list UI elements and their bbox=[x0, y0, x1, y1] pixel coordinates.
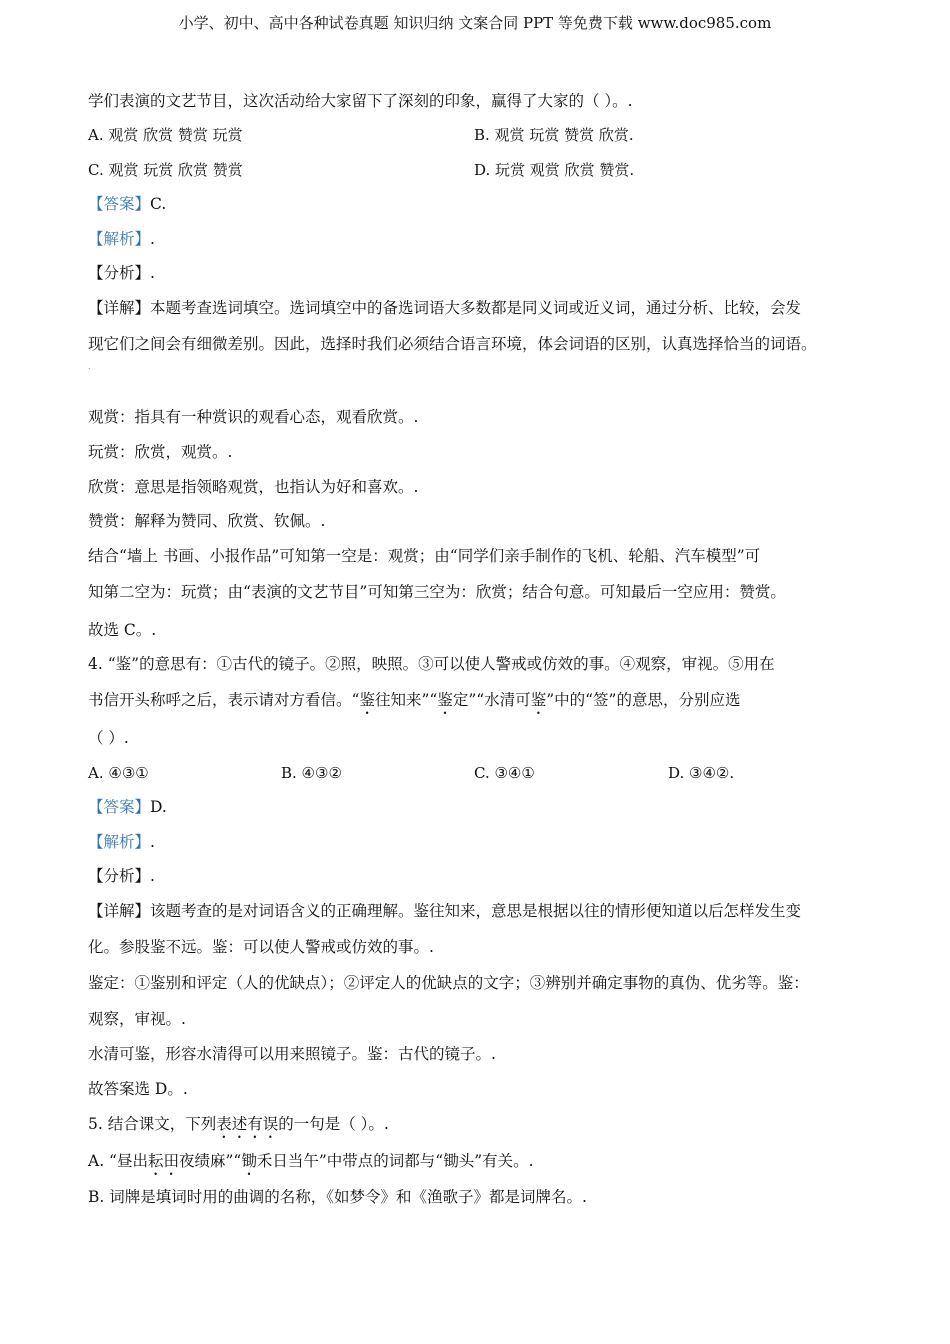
q4-stem-part-b: 往知来”“ bbox=[374, 691, 438, 709]
q4-stem-part-c: 定”“水清可 bbox=[452, 691, 531, 709]
answer-label: 【答案】 bbox=[88, 195, 151, 213]
q4-stem-part-a: 书信开头称呼之后，表示请对方看信。“ bbox=[88, 691, 360, 709]
q4-option-c: C. ③④① bbox=[474, 764, 535, 782]
q4-stem-part-d: ”中的“签”的意思，分别应选 bbox=[546, 691, 741, 709]
q5-option-a-dotted-2: 锄 bbox=[241, 1152, 257, 1170]
q4-conclusion: 故答案选 D。. bbox=[88, 1080, 188, 1098]
q5-option-a bbox=[88, 1151, 534, 1179]
q3-option-b: B. 观赏 玩赏 赞赏 欣赏. bbox=[474, 126, 634, 144]
q3-option-c: C. 观赏 玩赏 欣赏 赞赏 bbox=[88, 161, 243, 179]
q3-definition-3: 欣赏：意思是指领略观赏，也指认为好和喜欢。. bbox=[88, 478, 419, 496]
q4-dotted-char-2: 鉴 bbox=[437, 691, 453, 709]
q4-option-a: A. ④③① bbox=[88, 764, 149, 782]
jiexi-label: 【解析】 bbox=[88, 833, 151, 851]
q3-combine-line-2: 知第二空为：玩赏；由“表演的文艺节目”可知第三空为：欣赏；结合句意。可知最后一空应用：赞赏。 bbox=[88, 583, 786, 601]
q4-definition-2: 观察，审视。. bbox=[88, 1010, 186, 1028]
page-header: 小学、初中、高中各种试卷真题 知识归纳 文案合同 PPT 等免费下载 www.doc985.com bbox=[178, 14, 772, 32]
q5-option-a-part-1: A. “昼出 bbox=[88, 1152, 148, 1170]
q3-fenxi: 【分析】. bbox=[88, 264, 155, 282]
q3-definition-1: 观赏：指具有一种赏识的观看心态，观看欣赏。. bbox=[88, 408, 419, 426]
q3-paragraph-mark: . bbox=[88, 362, 91, 371]
q4-fenxi: 【分析】. bbox=[88, 867, 155, 885]
q5-option-a-part-3: 禾日当午”中带点的词都与“锄头”有关。. bbox=[256, 1152, 534, 1170]
q5-option-a-dotted-1: 耘田 bbox=[147, 1152, 179, 1170]
answer-value: D. bbox=[150, 798, 167, 816]
q3-option-d: D. 玩赏 观赏 欣赏 赞赏. bbox=[474, 161, 635, 179]
q4-stem-line-2 bbox=[88, 690, 740, 718]
q4-detail-line-1: 【详解】该题考查的是对词语含义的正确理解。鉴往知来，意思是根据以往的情形便知道以后怎样发生变 bbox=[88, 902, 802, 920]
q4-definition-1: 鉴定：①鉴别和评定（人的优缺点）；②评定人的优缺点的文字；③辨别并确定事物的真伪、优劣等。鉴： bbox=[88, 974, 809, 992]
q3-definition-2: 玩赏：欣赏，观赏。. bbox=[88, 443, 233, 461]
q5-option-b: B. 词牌是填词时用的曲调的名称，《如梦令》和《渔歌子》都是词牌名。. bbox=[88, 1188, 587, 1206]
q3-definition-4: 赞赏：解释为赞同、欣赏、钦佩。. bbox=[88, 512, 326, 530]
answer-label: 【答案】 bbox=[88, 798, 151, 816]
q4-option-b: B. ④③② bbox=[281, 764, 342, 782]
q5-dotted-phrase: 表述有误 bbox=[216, 1115, 279, 1133]
q4-option-d: D. ③④②. bbox=[668, 764, 735, 782]
q5-stem bbox=[88, 1114, 389, 1142]
q3-stem-tail: 学们表演的文艺节目，这次活动给大家留下了深刻的印象，赢得了大家的（ ）。. bbox=[88, 92, 633, 110]
q5-option-a-part-2: 夜绩麻”“ bbox=[179, 1152, 242, 1170]
q3-combine-line-1: 结合“墙上 书画、小报作品”可知第一空是：观赏；由“同学们亲手制作的飞机、轮船、汽车模型”可 bbox=[88, 547, 761, 565]
q4-definition-3: 水清可鉴，形容水清得可以用来照镜子。鉴：古代的镜子。. bbox=[88, 1045, 496, 1063]
q3-conclusion: 故选 C。. bbox=[88, 621, 157, 639]
q3-detail-line-2: 现它们之间会有细微差别。因此，选择时我们必须结合语言环境，体会词语的区别，认真选择恰当的词语。 bbox=[88, 335, 817, 353]
jiexi-value: . bbox=[150, 833, 155, 851]
q4-stem-line-3: （ ）. bbox=[88, 729, 129, 747]
q4-jiexi bbox=[88, 832, 155, 852]
jiexi-label: 【解析】 bbox=[88, 230, 151, 248]
q5-stem-part-b: 的一句是（ ）。. bbox=[278, 1115, 389, 1133]
q4-stem-line-1: 4. “鉴”的意思有：①古代的镜子。②照，映照。③可以使人警戒或仿效的事。④观察，审视。⑤用在 bbox=[88, 655, 775, 673]
answer-value: C. bbox=[150, 195, 167, 213]
q4-dotted-char-1: 鉴 bbox=[359, 691, 375, 709]
q4-answer bbox=[88, 797, 167, 817]
q4-detail-line-2: 化。参股鉴不远。鉴：可以使人警戒或仿效的事。. bbox=[88, 938, 434, 956]
q3-detail-line-1: 【详解】本题考查选词填空。选词填空中的备选词语大多数都是同义词或近义词，通过分析、比较，会发 bbox=[88, 299, 802, 317]
q3-answer bbox=[88, 194, 166, 214]
q4-dotted-char-3: 鉴 bbox=[530, 691, 547, 709]
jiexi-value: . bbox=[150, 230, 155, 248]
q3-option-a: A. 观赏 欣赏 赞赏 玩赏 bbox=[88, 126, 243, 144]
q5-stem-part-a: 5. 结合课文，下列 bbox=[88, 1115, 217, 1133]
q3-jiexi bbox=[88, 229, 155, 249]
